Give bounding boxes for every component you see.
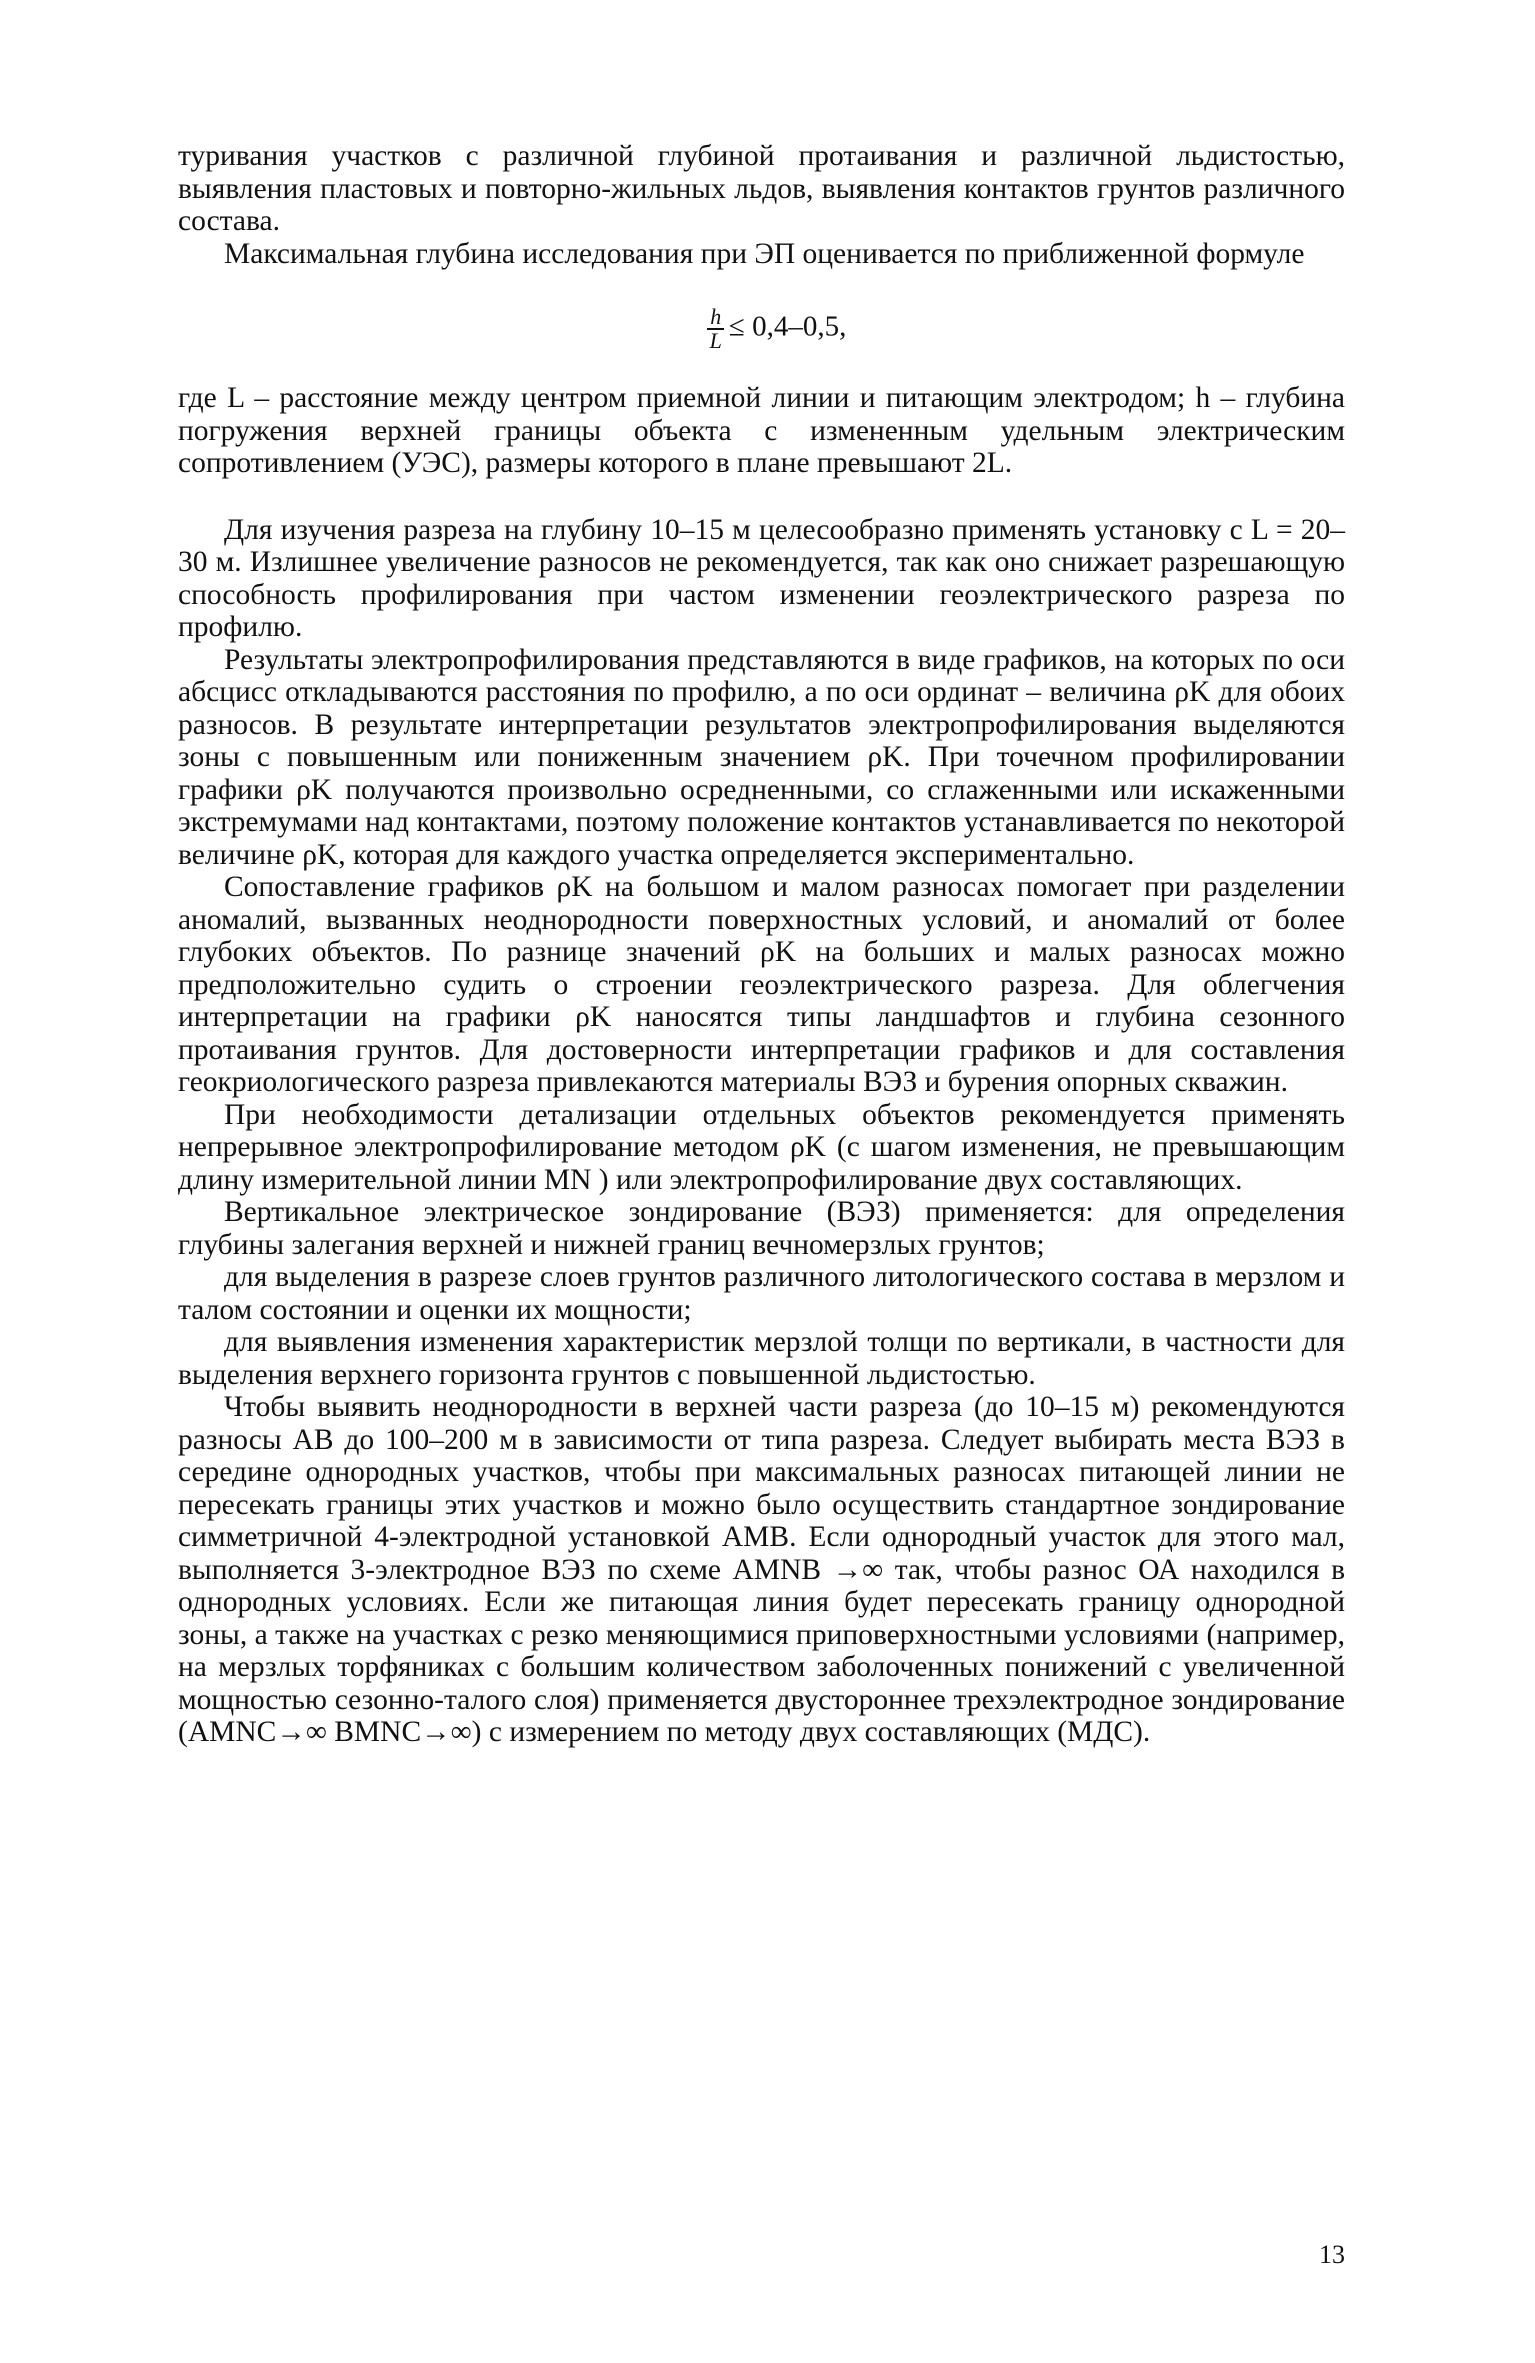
paragraph-max-depth: Максимальная глубина исследования при ЭП оценивается по приближенной формуле xyxy=(224,237,1305,270)
paragraph-ves-applied: Вертикальное электрическое зондирование (ВЭЗ) применяется: для определения глубины залегания верхней и нижней границ вечномерзлых грунтов; xyxy=(178,1196,1345,1261)
paragraph-section-depth: Для изучения разреза на глубину 10–15 м целесообразно применять установку с L = 20–30 м. Излишнее увеличение разносов не рекомендуется, так как оно снижает разрешающую способность профилирования при частом изменении геоэлектрического разреза по профилю. xyxy=(178,513,1345,643)
formula-numerator: h xyxy=(707,306,724,330)
page-number: 13 xyxy=(1319,2240,1345,2269)
formula-fraction xyxy=(707,306,725,352)
formula-denominator: L xyxy=(709,328,722,353)
paragraph-inhomogeneity: Чтобы выявить неоднородности в верхней части разреза (до 10–15 м) рекомендуются разносы АВ до 100–200 м в зависимости от типа разреза. Следует выбирать места ВЭЗ в середине однородных участков, чтобы при максимальных разносах питающей линии не пересекать границы этих участков и можно было осуществить стандартное зондирование симметричной 4-электродной установкой АМВ. Если однородный участок для этого мал, выполняется 3-электродное ВЭЗ по схеме AMNB →∞ так, чтобы разнос ОА находился в однородных условиях. Если же питающая линия будет пересекать границу однородной зоны, а также на участках с резко меняющимися приповерхностными условиями (например, на мерзлых торфяниках с большим количеством заболоченных понижений с увеличенной мощностью сезонно-талого слоя) применяется двустороннее трехэлектродное зондирование (AMNC→∞ BMNC→∞) с измерением по методу двух составляющих (МДС). xyxy=(178,1391,1345,1748)
paragraph-ves-layers: для выделения в разрезе слоев грунтов различного литологического состава в мерзлом и талом состоянии и оценки их мощности; xyxy=(178,1261,1345,1326)
paragraph-where: где L – расстояние между центром приемной линии и питающим электродом; h – глубина погружения верхней границы объекта с измененным удельным электрическим сопротивлением (УЭС), размеры которого в плане превышают 2L. xyxy=(178,382,1345,479)
paragraph-comparison: Сопоставление графиков ρK на большом и малом разносах помогает при разделении аномалий, вызванных неоднородности поверхностных условий, и аномалий от более глубоких объектов. По разнице значений ρK на больших и малых разносах можно предположительно судить о строении геоэлектрического разреза. Для облегчения интерпретации на графики ρK наносятся типы ландшафтов и глубина сезонного протаивания грунтов. Для достоверности интерпретации графиков и для составления геокриологического разреза привлекаются материалы ВЭЗ и бурения опорных скважин. xyxy=(178,871,1345,1098)
paragraph-continuation: туривания участков с различной глубиной протаивания и различной льдистостью, выявления пластовых и повторно-жильных льдов, выявления контактов грунтов различного состава. xyxy=(178,140,1345,237)
paragraph-results: Результаты электропрофилирования представляются в виде графиков, на которых по оси абсцисс откладываются расстояния по профилю, а по оси ординат – величина ρK для обоих разносов. В результате интерпретации результатов электропрофилирования выделяются зоны с повышенным или пониженным значением ρK. При точечном профилировании графики ρK получаются произвольно осредненными, со сглаженными или искаженными экстремумами над контактами, поэтому положение контактов устанавливается по некоторой величине ρK, которая для каждого участка определяется экспериментально. xyxy=(178,643,1345,871)
paragraph-ves-vertical: для выявления изменения характеристик мерзлой толщи по вертикали, в частности для выделения верхнего горизонта грунтов с повышенной льдистостью. xyxy=(178,1326,1345,1391)
formula-inequality: ≤ 0,4–0,5, xyxy=(728,310,847,343)
paragraph-detailing: При необходимости детализации отдельных объектов рекомендуется применять непрерывное электропрофилирование методом ρK (с шагом изменения, не превышающим длину измерительной линии MN ) или электропрофилирование двух составляющих. xyxy=(178,1098,1345,1196)
depth-formula xyxy=(178,306,1345,352)
